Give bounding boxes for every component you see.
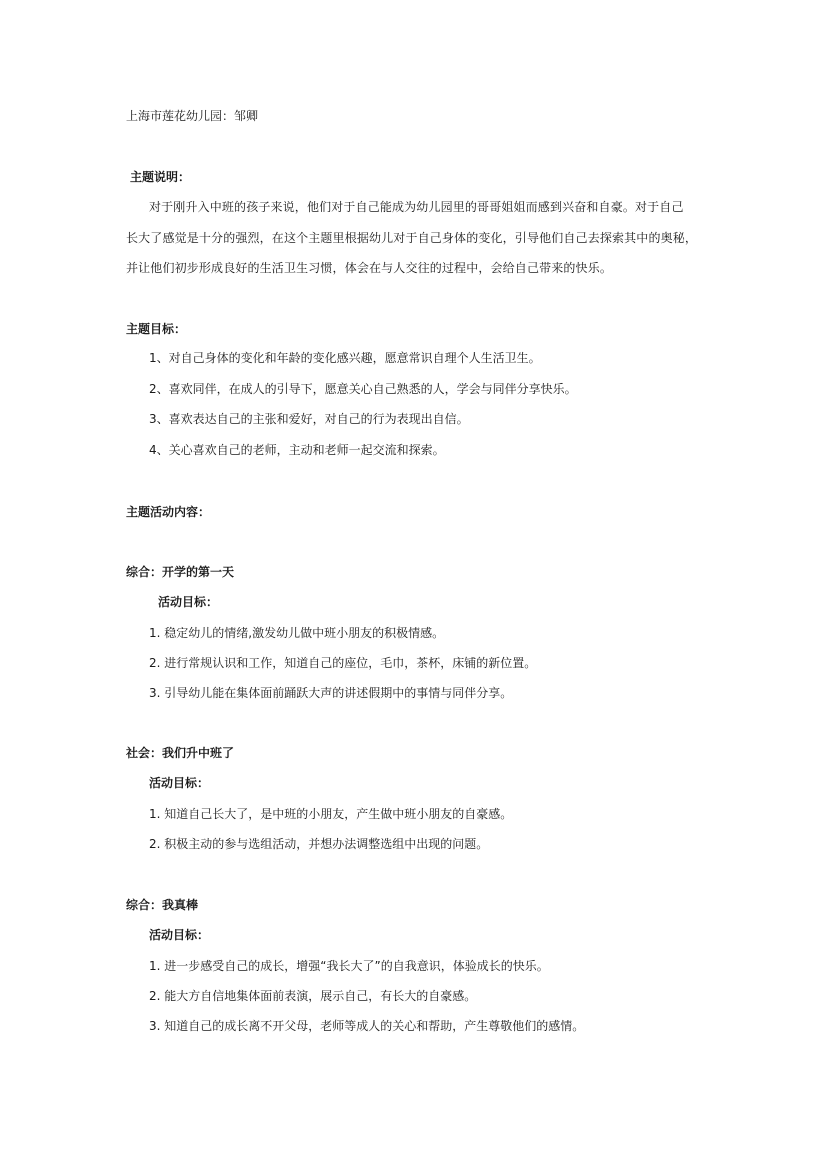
activity-title-middle-class: 社会：我们升中班了: [126, 746, 235, 760]
activity-goal-item: 3. 知道自己的成长离不开父母，老师等成人的关心和帮助，产生尊敬他们的感情。: [149, 1019, 585, 1033]
author-line: 上海市莲花幼儿园：邹卿: [126, 109, 259, 123]
activity-goals-heading: 活动目标：: [158, 595, 219, 609]
theme-description-heading: 主题说明：: [130, 170, 191, 184]
theme-description-line-2: 长大了感觉是十分的强烈，在这个主题里根据幼儿对于自己身体的变化，引导他们自己去探索其中的奥秘，: [126, 231, 698, 245]
activity-goal-item: 1. 进一步感受自己的成长，增强“我长大了”的自我意识，体验成长的快乐。: [149, 959, 549, 973]
activity-goal-item: 3. 引导幼儿能在集体面前踊跃大声的讲述假期中的事情与同伴分享。: [149, 686, 513, 700]
activity-goal-item: 1. 知道自己长大了，是中班的小朋友，产生做中班小朋友的自豪感。: [149, 807, 513, 821]
activity-goals-heading: 活动目标：: [149, 776, 210, 790]
activity-title-first-day: 综合：开学的第一天: [126, 565, 235, 579]
theme-goal-item-1: 1、对自己身体的变化和年龄的变化感兴趣，愿意常识自理个人生活卫生。: [149, 351, 541, 365]
activity-title-great-me: 综合：我真棒: [126, 898, 199, 912]
activity-goal-item: 2. 积极主动的参与选组活动，并想办法调整选组中出现的问题。: [149, 837, 489, 851]
theme-description-line-3: 并让他们初步形成良好的生活卫生习惯，体会在与人交往的过程中，会给自己带来的快乐。: [126, 261, 613, 275]
activity-goal-item: 2. 能大方自信地集体面前表演，展示自己，有长大的自豪感。: [149, 989, 477, 1003]
theme-goal-item-4: 4、关心喜欢自己的老师，主动和老师一起交流和探索。: [149, 443, 445, 457]
activity-goal-item: 2. 进行常规认识和工作，知道自己的座位，毛巾，茶杯，床铺的新位置。: [149, 656, 537, 670]
activity-goals-heading: 活动目标：: [149, 928, 210, 942]
theme-goal-item-3: 3、喜欢表达自己的主张和爱好，对自己的行为表现出自信。: [149, 412, 469, 426]
activity-goal-item: 1. 稳定幼儿的情绪,激发幼儿做中班小朋友的积极情感。: [149, 626, 445, 640]
theme-goal-item-2: 2、喜欢同伴，在成人的引导下，愿意关心自己熟悉的人，学会与同伴分享快乐。: [149, 382, 577, 396]
theme-description-line-1: 对于刚升入中班的孩子来说，他们对于自己能成为幼儿园里的哥哥姐姐而感到兴奋和自豪。对于自己: [149, 200, 684, 214]
theme-goals-heading: 主题目标：: [126, 322, 187, 336]
theme-activity-content-heading: 主题活动内容：: [126, 505, 211, 519]
